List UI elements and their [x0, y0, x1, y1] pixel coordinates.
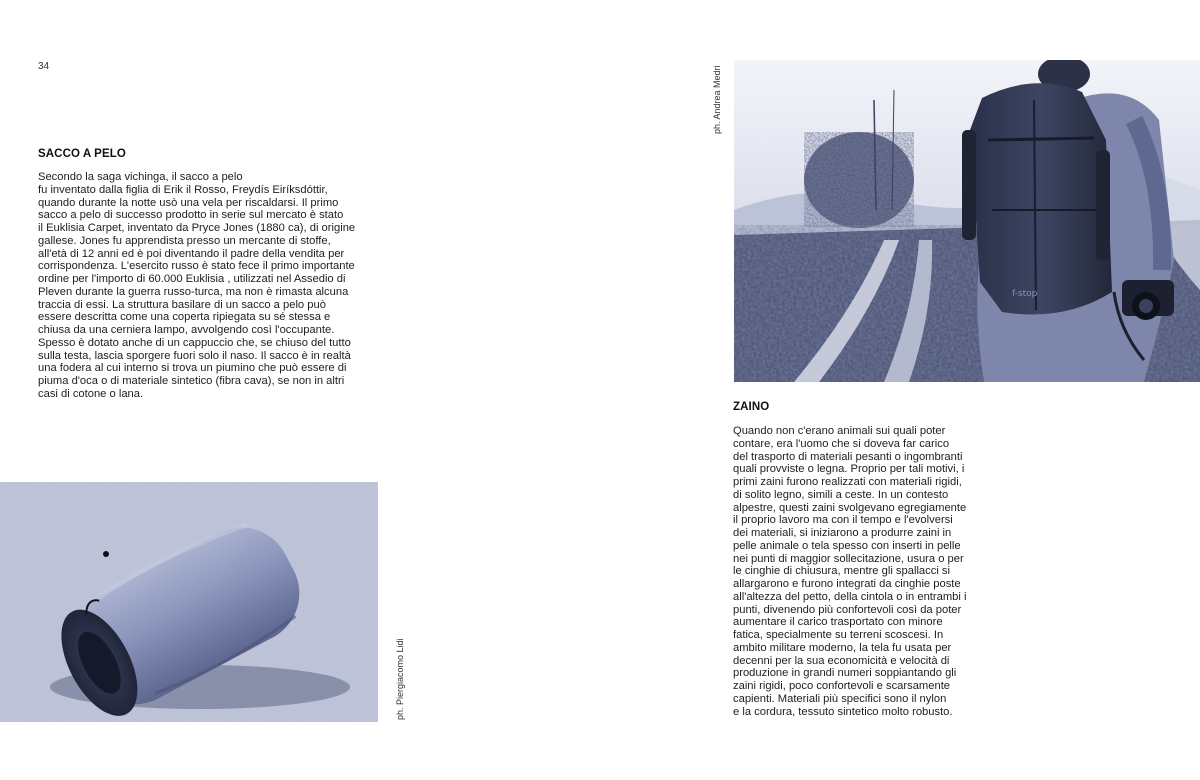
- text-line: allargarono e furono integrati da cinghie poste: [733, 578, 961, 590]
- text-line: di solito legno, simili a ceste. In un contesto: [733, 488, 949, 501]
- text-line: essere descritta come una coperta ripiegata su sé stessa e: [38, 311, 331, 324]
- sleeping-bag-photo-credit: ph. Piergiacomo Lidi: [395, 638, 405, 720]
- backpack-brand-logo: f-stop: [1012, 289, 1038, 299]
- right-article-title: ZAINO: [733, 401, 770, 413]
- text-line: Pleven durante la guerra russo-turca, ma non è rimasta alcuna: [38, 285, 349, 298]
- text-line: piuma d'oca o di materiale sintetico (fibra cava), se non in altri: [38, 375, 345, 387]
- text-line: pelle animale o tela spesso con inserti in pelle: [733, 539, 961, 552]
- text-line: zaini rigidi, poco confortevoli e scarsamente: [733, 680, 951, 692]
- text-line: punti, divenendo più confortevoli così da poter: [733, 603, 962, 616]
- text-line: quali provviste o legna. Proprio per tali motivi, i: [733, 463, 965, 476]
- text-line: del trasporto di materiali pesanti o ingombranti: [733, 450, 963, 463]
- text-line: fu inventato dalla figlia di Erik il Rosso, Freydís Eiríksdóttir,: [38, 183, 328, 196]
- text-line: alpestre, questi zaini svolgevano egregiamente: [733, 501, 967, 514]
- text-line: aumentare il carico trasportato con minore: [733, 616, 943, 629]
- text-line: produzione in grandi numeri soppiantando gli: [733, 667, 957, 680]
- right-article-body: [733, 425, 966, 718]
- text-line: e la cordura, tessuto sintetico molto robusto.: [733, 705, 953, 718]
- text-line: casi di cotone o lana.: [38, 387, 144, 400]
- text-line: all'altezza del petto, della cintola o in entrambi i: [733, 590, 967, 603]
- text-line: il proprio lavoro ma con il tempo e l'evolversi: [733, 514, 953, 527]
- text-line: quando durante la notte usò una vela per riscaldarsi. Il primo: [38, 196, 339, 209]
- text-line: fatica, specialmente su terreni scoscesi. In: [733, 629, 944, 641]
- backpack-photo-credit: ph. Andrea Medri: [712, 65, 722, 134]
- text-line: Quando non c'erano animali sui quali poter: [733, 425, 946, 437]
- text-line: le cinghie di chiusura, mentre gli spallacci si: [733, 565, 951, 578]
- text-line: gallese. Jones fu apprendista presso un mercante di stoffe,: [38, 234, 331, 247]
- text-line: nei punti di maggior sollecitazione, usura o per: [733, 552, 964, 565]
- text-line: Secondo la saga vichinga, il sacco a pelo: [38, 171, 243, 183]
- text-line: traccia di essi. La struttura basilare di un sacco a pelo può: [38, 298, 326, 311]
- text-line: capienti. Materiali più specifici sono il nylon: [733, 692, 947, 705]
- left-article-title: SACCO A PELO: [38, 148, 126, 160]
- page-number: 34: [38, 61, 50, 72]
- text-line: chiusa da una cerniera lampo, avvolgendo così l'occupante.: [38, 324, 335, 336]
- text-line: ambito militare moderno, la tela fu usata per: [733, 641, 952, 654]
- text-line: corrispondenza. L'esercito russo è stato fece il primo importante: [38, 260, 355, 273]
- text-line: dei materiali, si iniziarono a produrre zaini in: [733, 527, 952, 539]
- text-line: Spesso è dotato anche di un cappuccio che, se chiuso del tutto: [38, 336, 351, 349]
- left-article-body: [38, 171, 355, 401]
- backpack-photo: [734, 60, 1200, 382]
- text-line: una fodera al cui interno si trova un piumino che può essere di: [38, 362, 347, 375]
- text-line: il Euklisia Carpet, inventato da Pryce Jones (1880 ca), di origine: [38, 222, 356, 234]
- text-line: primi zaini furono realizzati con materiali rigidi,: [733, 476, 962, 488]
- text-line: decenni per la sua economicità e velocità di: [733, 654, 950, 667]
- text-line: sulla testa, lascia sporgere fuori solo il naso. Il sacco è in realtà: [38, 349, 351, 362]
- text-line: all'età di 12 anni ed è poi diventando il padre della vendita per: [38, 247, 345, 260]
- text-line: sacco a pelo di successo prodotto in serie sul mercato è stato: [38, 209, 344, 222]
- sleeping-bag-photo: [0, 482, 378, 722]
- text-line: ordine per l'importo di 60.000 Euklisia , utilizzati nel Assedio di: [38, 273, 346, 285]
- text-line: contare, era l'uomo che si doveva far carico: [733, 437, 950, 450]
